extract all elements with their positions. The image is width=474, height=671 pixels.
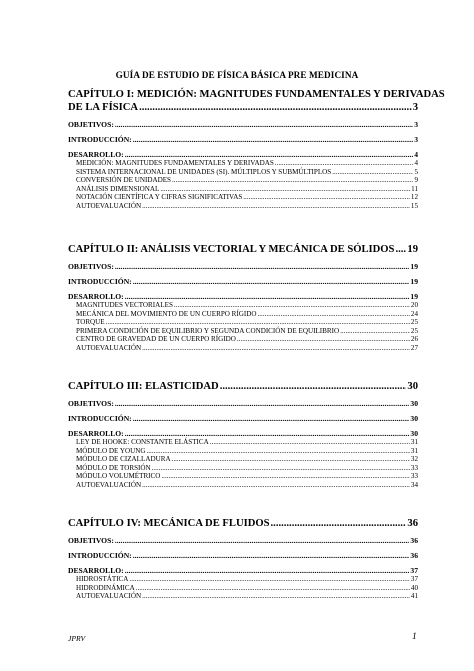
toc-subsection-entry[interactable]	[68, 575, 418, 584]
chapter-heading-entry[interactable]	[68, 243, 418, 256]
dot-leader	[220, 380, 407, 393]
toc-page-number: 15	[410, 201, 418, 210]
dot-leader	[133, 277, 410, 286]
chapter-title-line: CAPÍTULO I: MEDICIÓN: MAGNITUDES FUNDAMENTALES Y DERIVADAS	[68, 89, 445, 100]
toc-entry-label: NOTACIÓN CIENTÍFICA Y CIFRAS SIGNIFICATIVAS	[76, 193, 243, 202]
toc-entry-label: ANÁLISIS DIMENSIONAL	[76, 184, 160, 193]
dot-leader	[172, 455, 410, 464]
toc-subsection-entry[interactable]	[68, 447, 418, 456]
dot-leader	[395, 243, 406, 256]
dot-leader	[136, 584, 410, 593]
dot-leader	[115, 536, 410, 545]
dot-leader	[258, 310, 410, 319]
dot-leader	[133, 414, 410, 423]
toc-page-number: 41	[410, 592, 418, 601]
toc-entry-label: MÓDULO DE TORSIÓN	[76, 463, 151, 472]
toc-entry-label: MÓDULO DE YOUNG	[76, 446, 146, 455]
toc-subsection-entry[interactable]	[68, 438, 418, 447]
toc-entry-label: AUTOEVALUACIÓN	[76, 201, 142, 210]
toc-subsection-entry[interactable]	[68, 455, 418, 464]
toc-entry-label: CAPÍTULO III: ELASTICIDAD	[68, 381, 219, 392]
dot-leader	[129, 575, 409, 584]
toc-entry-label: OBJETIVOS:	[68, 120, 114, 129]
objetivos-entry[interactable]	[68, 120, 418, 129]
chapter-heading-entry[interactable]	[68, 380, 418, 393]
dot-leader	[174, 301, 410, 310]
toc-page-number: 37	[410, 575, 418, 583]
toc-page-number: 5	[414, 167, 418, 176]
toc-entry-label: DESARROLLO:	[68, 429, 124, 438]
toc-entry-label: CAPÍTULO IV: MECÁNICA DE FLUIDOS	[68, 518, 270, 529]
toc-page-number: 3	[414, 120, 418, 129]
toc-subsection-entry[interactable]	[68, 344, 418, 353]
toc-entry-label: MECÁNICA DEL MOVIMIENTO DE UN CUERPO RÍGIDO	[76, 309, 257, 318]
dot-leader	[160, 185, 410, 194]
toc-entry-label: OBJETIVOS:	[68, 262, 114, 271]
dot-leader	[340, 327, 410, 336]
toc-page-number: 11	[411, 184, 418, 193]
introduccion-entry[interactable]	[68, 277, 418, 286]
toc-page-number: 24	[410, 309, 418, 318]
toc-subsection-entry[interactable]	[68, 176, 418, 185]
dot-leader	[115, 120, 413, 129]
toc-entry-label: MAGNITUDES VECTORIALES	[76, 301, 173, 309]
footer-page-number: 1	[412, 632, 417, 642]
dot-leader	[125, 150, 414, 159]
document-title: GUÍA DE ESTUDIO DE FÍSICA BÁSICA PRE MEDICINA	[115, 70, 359, 80]
table-of-contents	[68, 88, 445, 601]
toc-page-number: 3	[412, 102, 418, 113]
toc-entry-label: MÓDULO VOLUMÉTRICO	[76, 472, 161, 481]
toc-page-number: 12	[410, 193, 418, 202]
dot-leader	[332, 168, 413, 177]
toc-entry-label: PRIMERA CONDICIÓN DE EQUILIBRIO Y SEGUNDA CONDICIÓN DE EQUILIBRIO	[76, 326, 340, 335]
dot-leader	[133, 135, 413, 144]
dot-leader	[142, 202, 410, 211]
toc-page-number: 4	[414, 150, 418, 159]
toc-subsection-entry[interactable]	[68, 327, 418, 336]
toc-subsection-entry[interactable]	[68, 584, 418, 593]
toc-entry-label: DESARROLLO:	[68, 292, 124, 301]
objetivos-entry[interactable]	[68, 536, 418, 545]
dot-leader	[275, 159, 414, 168]
toc-page-number: 9	[414, 176, 418, 185]
dot-leader	[161, 472, 410, 481]
toc-entry-label: AUTOEVALUACIÓN	[76, 343, 142, 352]
toc-page-number: 31	[410, 446, 418, 455]
toc-subsection-entry[interactable]	[68, 202, 418, 211]
dot-leader	[125, 429, 410, 438]
toc-subsection-entry[interactable]	[68, 301, 418, 310]
toc-page-number: 36	[410, 551, 418, 560]
dot-leader	[142, 592, 410, 601]
desarrollo-entry[interactable]	[68, 429, 418, 438]
toc-page-number: 36	[407, 518, 418, 529]
toc-page-number: 37	[410, 566, 418, 575]
objetivos-entry[interactable]	[68, 399, 418, 408]
toc-subsection-entry[interactable]	[68, 592, 418, 601]
toc-entry-label: TORQUE	[76, 318, 105, 327]
toc-page-number: 19	[410, 262, 418, 271]
toc-subsection-entry[interactable]	[68, 318, 418, 327]
toc-entry-label: HIDROSTÁTICA	[76, 575, 129, 583]
toc-page-number: 30	[410, 399, 418, 408]
introduccion-entry[interactable]	[68, 414, 418, 423]
introduccion-entry[interactable]	[68, 135, 418, 144]
dot-leader	[243, 193, 410, 202]
toc-entry-label: INTRODUCCIÓN:	[68, 277, 132, 286]
toc-page-number: 19	[410, 277, 418, 286]
toc-page-number: 4	[414, 159, 418, 167]
desarrollo-entry[interactable]	[68, 150, 418, 159]
toc-entry-label: AUTOEVALUACIÓN	[76, 480, 142, 489]
toc-entry-label: INTRODUCCIÓN:	[68, 414, 132, 423]
toc-subsection-entry[interactable]	[68, 310, 418, 319]
toc-page-number: 27	[410, 343, 418, 352]
desarrollo-entry[interactable]	[68, 292, 418, 301]
objetivos-entry[interactable]	[68, 262, 418, 271]
toc-entry-label: OBJETIVOS:	[68, 536, 114, 545]
toc-subsection-entry[interactable]	[68, 464, 418, 473]
toc-entry-label: OBJETIVOS:	[68, 399, 114, 408]
toc-entry-label: DESARROLLO:	[68, 566, 124, 575]
toc-page-number: 26	[410, 335, 418, 344]
toc-subsection-entry[interactable]	[68, 168, 418, 177]
toc-page-number: 25	[410, 326, 418, 335]
dot-leader	[139, 101, 412, 114]
toc-subsection-entry[interactable]	[68, 481, 418, 490]
desarrollo-entry[interactable]	[68, 566, 418, 575]
chapter-block	[68, 380, 418, 490]
toc-subsection-entry[interactable]	[68, 335, 418, 344]
toc-entry-label: LEY DE HOOKE: CONSTANTE ELÁSTICA	[76, 438, 209, 446]
introduccion-entry[interactable]	[68, 551, 418, 560]
toc-page-number: 40	[410, 583, 418, 592]
toc-entry-label: INTRODUCCIÓN:	[68, 551, 132, 560]
toc-page-number: 3	[414, 135, 418, 144]
toc-subsection-entry[interactable]	[68, 472, 418, 481]
dot-leader	[125, 292, 410, 301]
toc-subsection-entry[interactable]	[68, 185, 418, 194]
toc-page-number: 30	[407, 381, 418, 392]
toc-entry-label: INTRODUCCIÓN:	[68, 135, 132, 144]
footer-author-initials: JPRV	[68, 634, 86, 643]
toc-entry-label: DESARROLLO:	[68, 150, 124, 159]
toc-entry-label: AUTOEVALUACIÓN	[76, 592, 142, 601]
toc-page-number: 33	[410, 463, 418, 472]
toc-entry-label: CAPÍTULO II: ANÁLISIS VECTORIAL Y MECÁNICA DE SÓLIDOS	[68, 244, 395, 255]
toc-page-number: 25	[410, 318, 418, 327]
toc-page-number: 19	[407, 244, 418, 255]
dot-leader	[106, 318, 410, 327]
toc-page-number: 32	[410, 455, 418, 464]
toc-subsection-entry[interactable]	[68, 159, 418, 168]
toc-entry-label: MEDICIÓN: MAGNITUDES FUNDAMENTALES Y DERIVADAS	[76, 159, 274, 167]
dot-leader	[115, 399, 410, 408]
toc-page-number: 34	[410, 480, 418, 489]
dot-leader	[172, 176, 413, 185]
chapter-block	[68, 243, 418, 353]
toc-page-number: 31	[410, 438, 418, 446]
chapter-heading-entry[interactable]	[68, 101, 418, 114]
toc-page-number: 36	[410, 536, 418, 545]
toc-entry-label: CENTRO DE GRAVEDAD DE UN CUERPO RÍGIDO	[76, 335, 236, 344]
dot-leader	[142, 481, 410, 490]
toc-entry-label: SISTEMA INTERNACIONAL DE UNIDADES (SI). MÚLTIPLOS Y SUBMÚLTIPLOS	[76, 167, 332, 176]
dot-leader	[237, 335, 410, 344]
chapter-heading-entry[interactable]	[68, 517, 418, 530]
chapter-block	[68, 517, 418, 601]
dot-leader	[142, 344, 410, 353]
dot-leader	[152, 464, 410, 473]
dot-leader	[115, 262, 410, 271]
dot-leader	[271, 517, 407, 530]
dot-leader	[147, 447, 410, 456]
toc-entry-label: MÓDULO DE CIZALLADURA	[76, 455, 171, 464]
toc-entry-label: CONVERSIÓN DE UNIDADES	[76, 176, 171, 185]
dot-leader	[125, 566, 410, 575]
toc-entry-label: DE LA FÍSICA	[68, 102, 139, 113]
toc-page-number: 30	[410, 429, 418, 438]
toc-page-number: 20	[410, 301, 418, 309]
dot-leader	[210, 438, 410, 447]
chapter-block	[68, 88, 445, 211]
toc-entry-label: HIDRODINÁMICA	[76, 583, 135, 592]
toc-subsection-entry[interactable]	[68, 193, 418, 202]
toc-page-number: 30	[410, 414, 418, 423]
toc-page-number: 19	[410, 292, 418, 301]
toc-page-number: 33	[410, 472, 418, 481]
dot-leader	[133, 551, 410, 560]
